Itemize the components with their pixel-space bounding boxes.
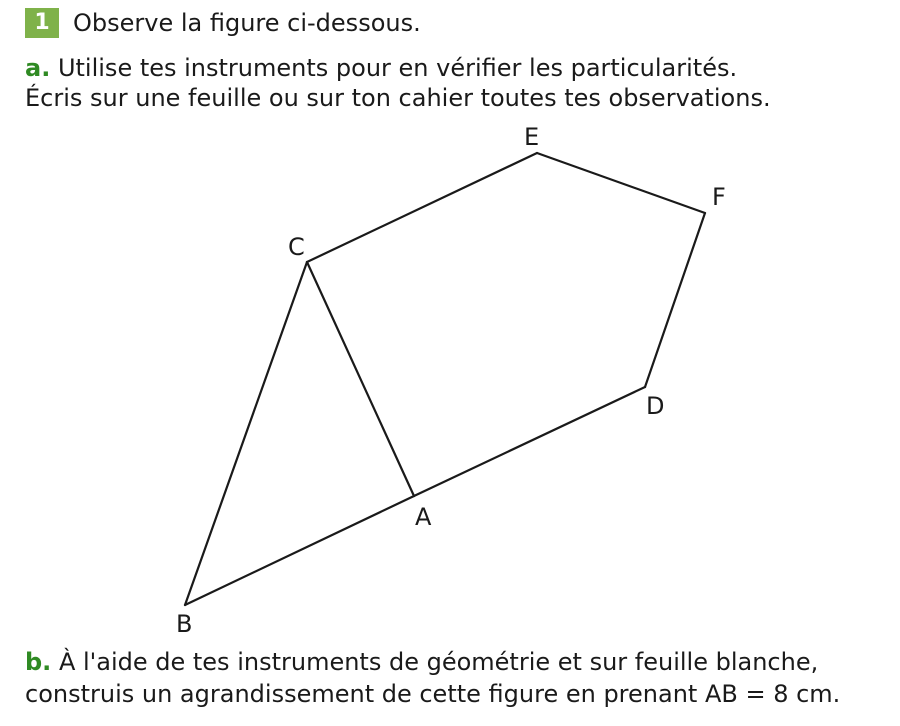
segment-ca [307,262,414,496]
segment-fd [645,213,705,387]
segment-ce [307,153,537,262]
point-label-d: D [646,392,665,420]
segment-ba [185,496,414,605]
part-a-label: a. [25,54,51,82]
point-label-e: E [524,123,540,151]
point-label-a: A [415,503,432,531]
segment-ef [537,153,705,213]
point-label-c: C [288,233,305,261]
part-a-text-2: Écris sur une feuille ou sur ton cahier toutes tes observations. [25,84,771,112]
part-b-text-1: À l'aide de tes instruments de géométrie et sur feuille blanche, [58,648,819,676]
part-b-label: b. [25,648,52,676]
exercise-number-badge: 1 [25,8,59,38]
point-label-f: F [712,183,726,211]
exercise-instruction: Observe la figure ci-dessous. [73,9,421,37]
part-b-line-2 [25,679,840,709]
part-b-line-1 [25,647,818,677]
segment-bc [185,262,307,605]
point-label-b: B [176,610,193,638]
part-b-text-2: construis un agrandissement de cette figure en prenant AB = 8 cm. [25,680,841,708]
segment-ad [414,387,645,496]
part-a-text-1: Utilise tes instruments pour en vérifier les particularités. [57,54,738,82]
